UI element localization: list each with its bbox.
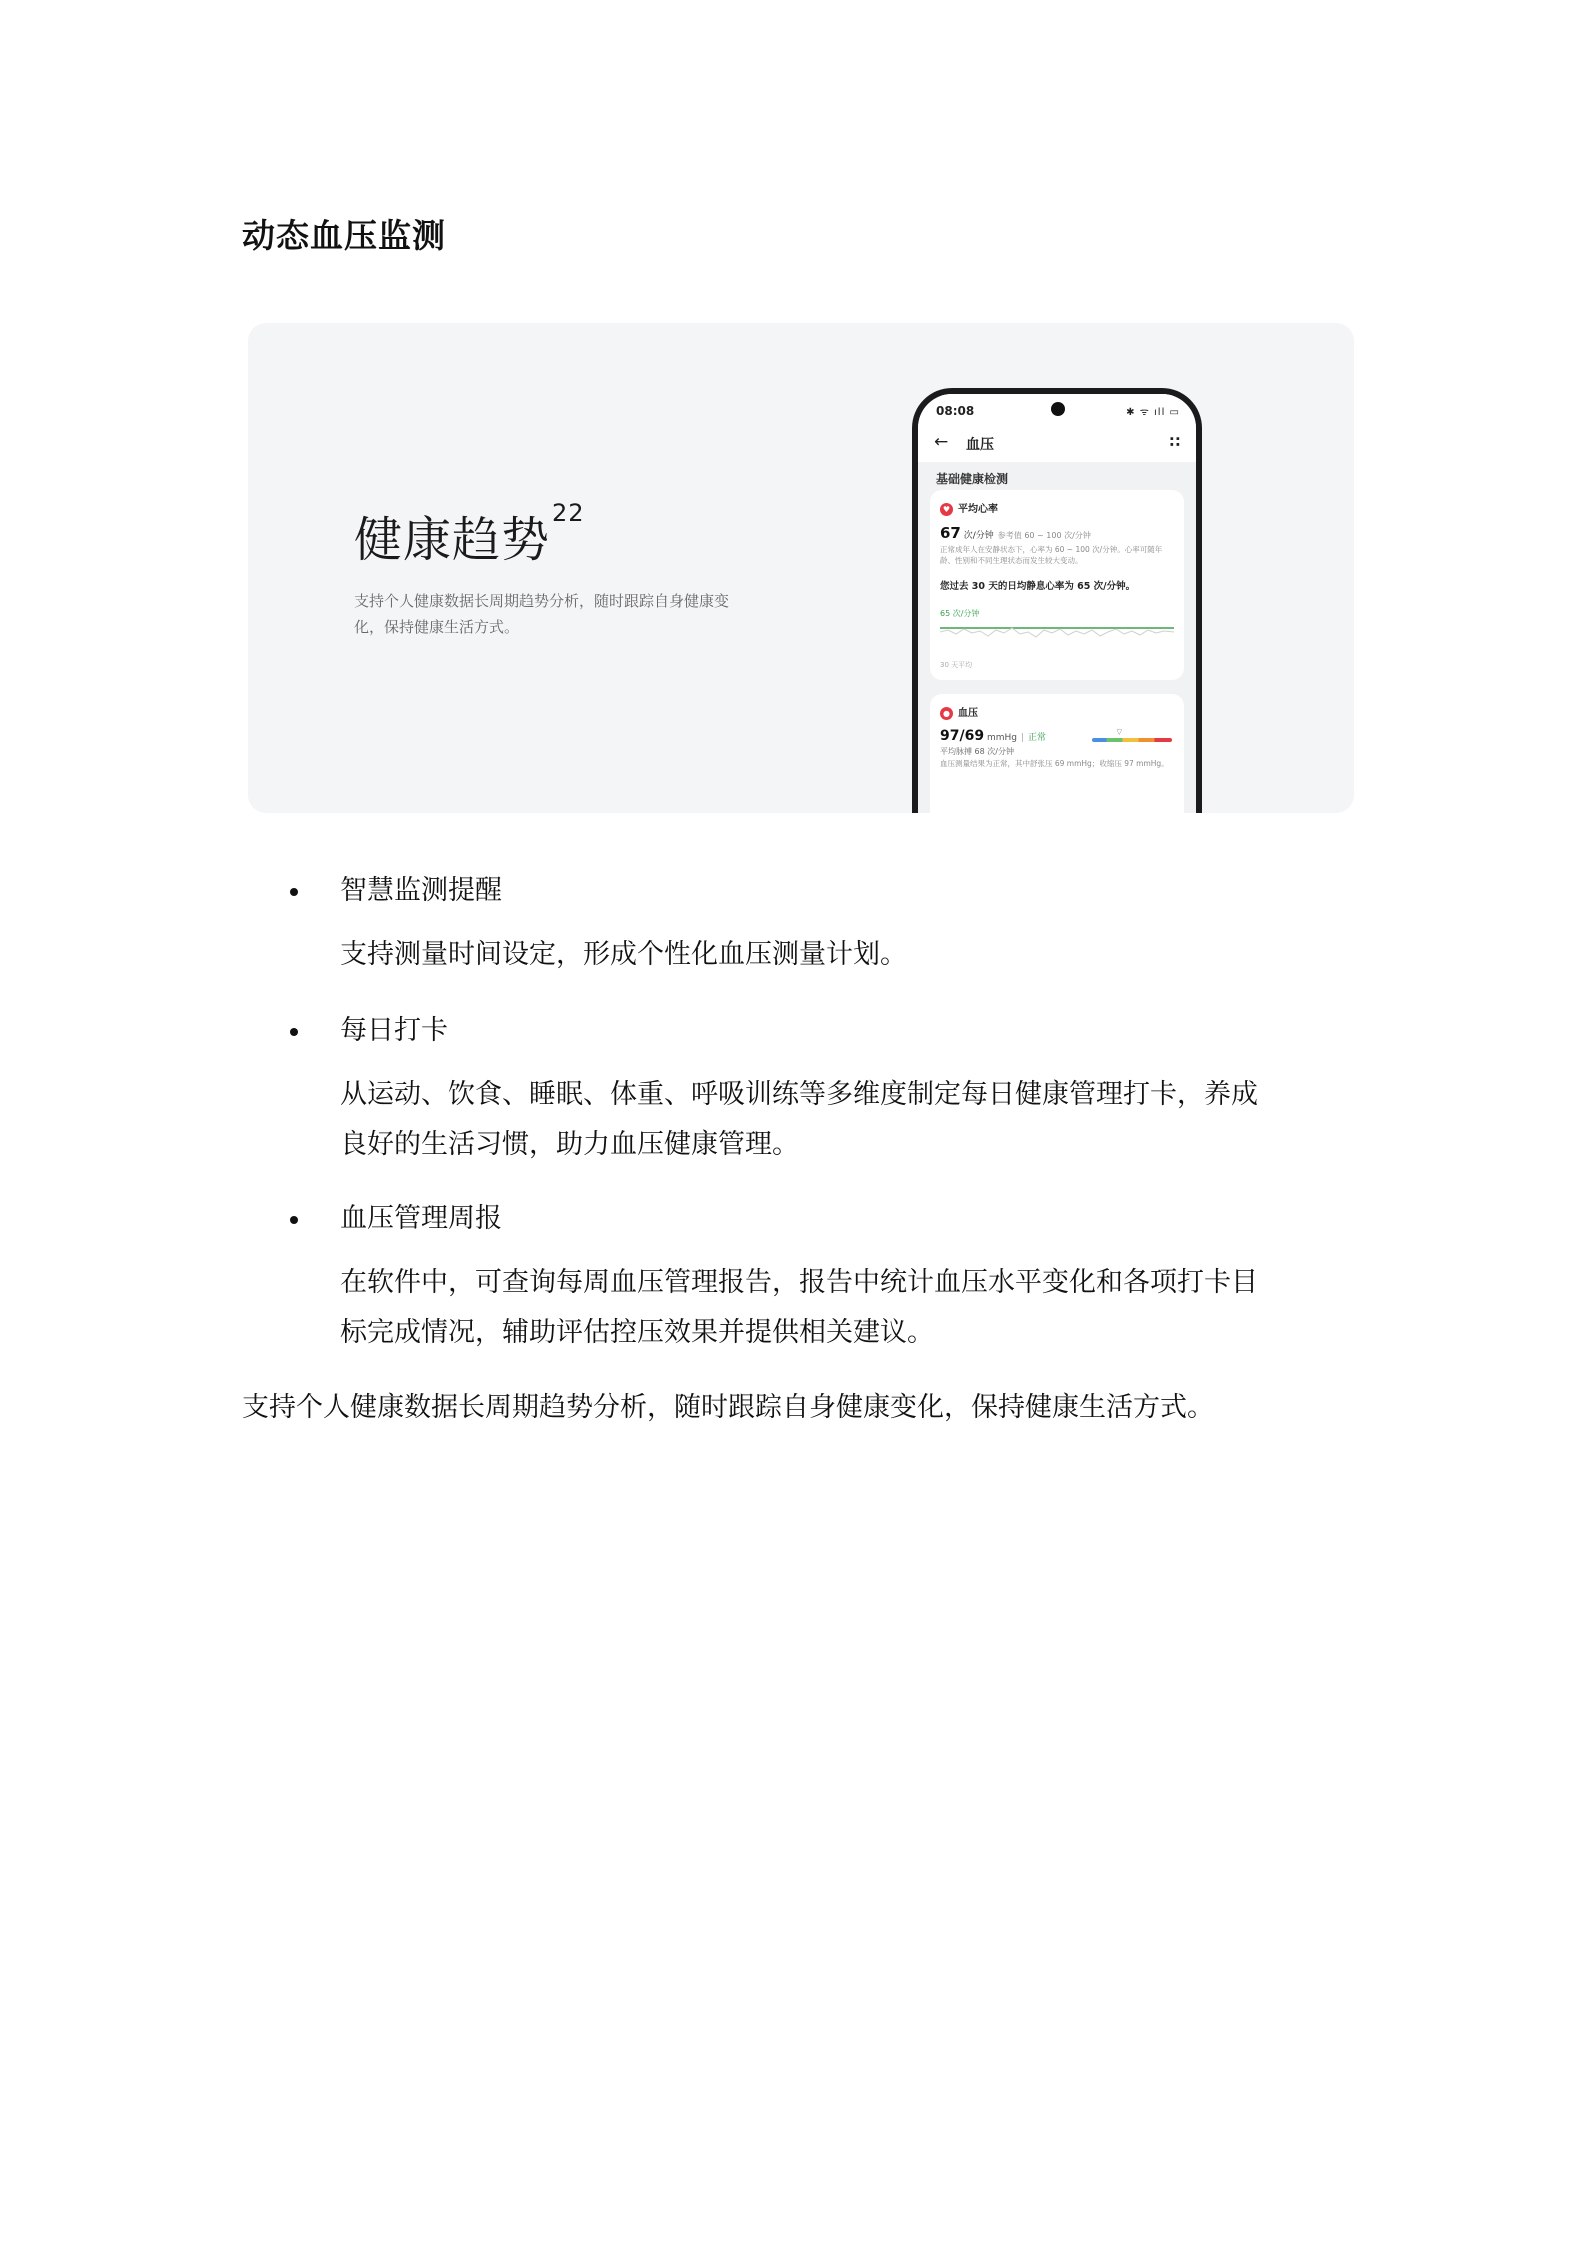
section-title: 动态血压监测 bbox=[242, 216, 446, 255]
more-icon[interactable]: ∷ bbox=[1169, 433, 1178, 451]
nav-bar bbox=[918, 424, 1196, 462]
status-time: 08:08 bbox=[936, 404, 975, 418]
health-trend-banner bbox=[248, 323, 1354, 813]
heart-icon: ♥ bbox=[940, 503, 953, 516]
average-line-label: 65 次/分钟 bbox=[940, 609, 980, 618]
list-item-body: 从运动、饮食、睡眠、体重、呼吸训练等多维度制定每日健康管理打卡，养成 良好的生活习惯，助力血压健康管理。 bbox=[340, 1079, 1258, 1160]
list-item-body: 支持测量时间设定，形成个性化血压测量计划。 bbox=[340, 939, 907, 970]
heart-rate-summary: 您过去 30 天的日均静息心率为 65 次/分钟。 bbox=[940, 581, 1136, 592]
scale-marker-icon: ▽ bbox=[1116, 728, 1122, 736]
bullet-icon bbox=[290, 888, 298, 896]
list-item-title: 血压管理周报 bbox=[340, 1203, 502, 1234]
blood-pressure-scale bbox=[1092, 738, 1172, 742]
blood-pressure-value: 97/69 mmHg | 正常 bbox=[940, 728, 1047, 744]
average-pulse: 平均脉搏 68 次/分钟 bbox=[940, 747, 1014, 756]
banner-heading: 健康趋势$^{22}$ bbox=[354, 499, 585, 568]
blood-pressure-card[interactable] bbox=[930, 694, 1184, 813]
list-item-title: 每日打卡 bbox=[340, 1015, 448, 1046]
phone-mockup bbox=[912, 388, 1202, 813]
status-icons: ✱ ᯤ ıll ▭ bbox=[1126, 407, 1180, 418]
bullet-icon bbox=[290, 1028, 298, 1036]
banner-description: 支持个人健康数据长周期趋势分析，随时跟踪自身健康变化，保持健康生活方式。 bbox=[354, 592, 730, 636]
phone-screen bbox=[918, 394, 1196, 813]
card-header: ● 血压 bbox=[940, 704, 978, 720]
status-bar bbox=[918, 394, 1196, 424]
card-header: ♥ 平均心率 bbox=[940, 500, 998, 516]
heart-rate-value: 67 次/分钟 参考值 60 ~ 100 次/分钟 bbox=[940, 524, 1091, 542]
heart-rate-card[interactable] bbox=[930, 490, 1184, 680]
camera-cutout bbox=[1051, 402, 1065, 416]
blood-drop-icon: ● bbox=[940, 707, 953, 720]
blood-pressure-note: 血压测量结果为正常，其中舒张压 69 mmHg；收缩压 97 mmHg。 bbox=[940, 759, 1169, 768]
back-arrow-icon[interactable]: ← bbox=[934, 432, 949, 452]
heart-rate-trend-chart bbox=[940, 618, 1174, 654]
summary-paragraph: 支持个人健康数据长周期趋势分析，随时跟踪自身健康变化，保持健康生活方式。 bbox=[242, 1392, 1214, 1423]
footnote-marker: 22 bbox=[552, 499, 585, 527]
list-item-title: 智慧监测提醒 bbox=[340, 875, 502, 906]
heart-rate-note: 正常成年人在安静状态下，心率为 60 ~ 100 次/分钟。心率可随年龄、性别和不同生理状态而发生较大变动。 bbox=[940, 545, 1163, 565]
nav-title: 血压 bbox=[966, 437, 994, 453]
bullet-icon bbox=[290, 1216, 298, 1224]
chart-axis-label: 30 天平均 bbox=[940, 661, 973, 669]
list-item-body: 在软件中，可查询每周血压管理报告，报告中统计血压水平变化和各项打卡目 标完成情况，辅助评估控压效果并提供相关建议。 bbox=[340, 1267, 1258, 1348]
section-label: 基础健康检测 bbox=[936, 472, 1009, 486]
